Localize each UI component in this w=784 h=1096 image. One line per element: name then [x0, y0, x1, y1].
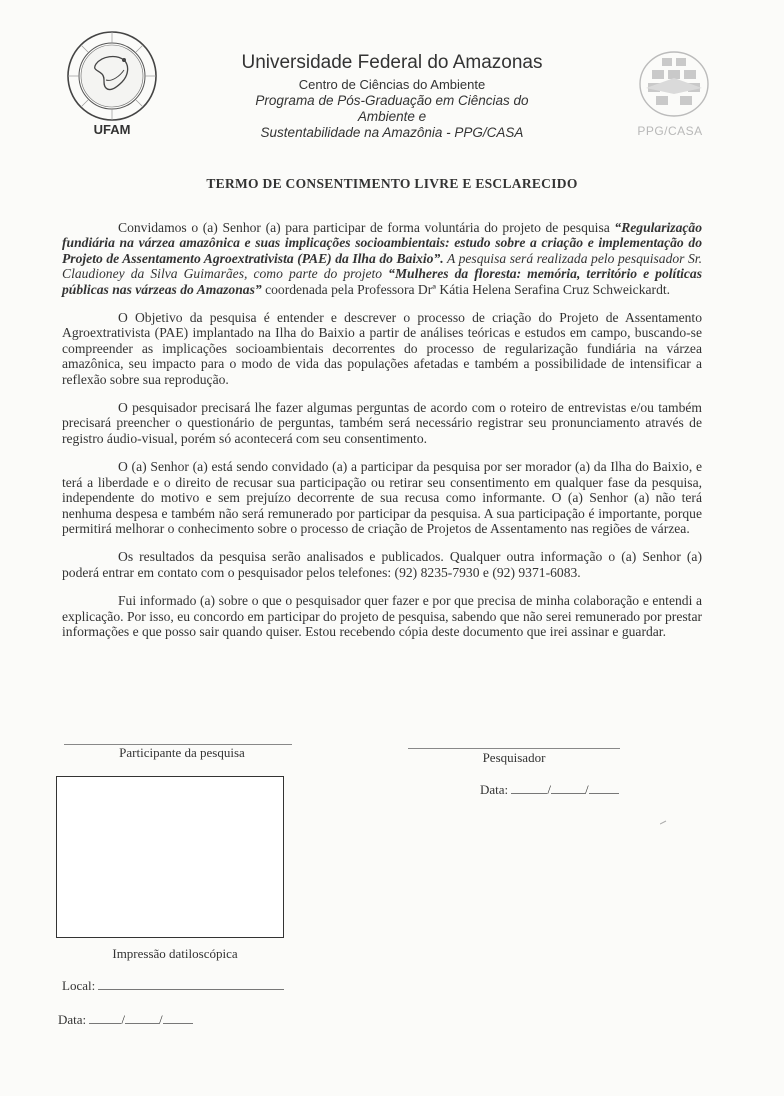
paragraph-invitation	[62, 220, 702, 297]
ufam-logo-label: UFAM	[93, 122, 131, 137]
fingerprint-label: Impressão datiloscópica	[112, 946, 238, 961]
participant-date-year[interactable]	[163, 1011, 193, 1024]
participant-date-month[interactable]	[125, 1011, 159, 1024]
local-label: Local:	[62, 978, 96, 993]
participant-date-label: Data:	[58, 1012, 87, 1027]
p1-text-a: Convidamos o (a) Senhor (a) para participar de forma voluntária do projeto de pesquisa	[118, 220, 615, 235]
researcher-date-day[interactable]	[511, 781, 547, 794]
researcher-date-field	[480, 781, 619, 798]
program-line-1: Programa de Pós-Graduação em Ciências do	[255, 93, 529, 108]
program-name	[190, 93, 594, 141]
paragraph-procedure: O pesquisador precisará lhe fazer algumas perguntas de acordo com o roteiro de entrevistas e/ou também precisará preencher o questionário de perguntas, também será necessário registrar seu pronunciamento através de registro áudio-visual, porém só acontecerá com seu consentimento.	[62, 400, 702, 446]
participant-date-day[interactable]	[89, 1011, 121, 1024]
local-input-line[interactable]	[98, 977, 284, 990]
participant-date-sep-2: /	[159, 1012, 163, 1027]
document-title: TERMO DE CONSENTIMENTO LIVRE E ESCLARECIDO	[206, 176, 578, 191]
program-line-3: Sustentabilidade na Amazônia - PPG/CASA	[260, 125, 524, 140]
researcher-date-sep-2: /	[585, 782, 589, 797]
fingerprint-box[interactable]	[56, 776, 284, 938]
parent-project-title: “Mulheres da floresta: memória, território e políticas públicas nas várzeas do Amazonas”	[62, 266, 702, 297]
paragraph-participation: O (a) Senhor (a) está sendo convidado (a) a participar da pesquisa por ser morador (a) da Ilha do Baixio, e terá a liberdade e o direito de recusar sua participação ou retirar seu consentimento em qualquer fase da pesquisa, independente do motivo e sem prejuízo decorrente de sua recusa como informante. O (a) Senhor (a) não terá nenhuma despesa e também não será remunerado por participar da pesquisa. A sua participação é importante, porque permitirá melhorar o conhecimento sobre o processo de criação de Projetos de Assentamento nas regiões de várzea.	[62, 459, 702, 536]
centro-name: Centro de Ciências do Ambiente	[298, 77, 486, 92]
university-name: Universidade Federal do Amazonas	[241, 52, 543, 73]
paragraph-agreement: Fui informado (a) sobre o que o pesquisador quer fazer e por que precisa de minha colaboração e entendi a explicação. Por isso, eu concordo em participar do projeto de pesquisa, sabendo que não serei remunerado por prestar informações e que posso sair quando quiser. Estou recebendo cópia deste documento que irei assinar e guardar.	[62, 593, 702, 639]
participant-label: Participante da pesquisa	[119, 745, 245, 760]
p1-text-c: A pesquisa será realizada pelo pesquisador Sr. Claudioney da Silva Guimarães, como parte do projeto	[62, 250, 702, 282]
researcher-date-year[interactable]	[589, 781, 619, 794]
participant-date-field	[58, 1011, 193, 1028]
researcher-signature-line	[408, 748, 620, 749]
program-line-2: Ambiente e	[357, 109, 427, 124]
ppg-casa-logo-label: PPG/CASA	[637, 124, 703, 138]
researcher-date-month[interactable]	[551, 781, 585, 794]
p1-text-e: coordenada pela Professora Drª Kátia Helena Serafina Cruz Schweickardt.	[261, 281, 671, 297]
researcher-date-sep-1: /	[547, 782, 552, 797]
project-title: “Regularização fundiária na várzea amazônica e suas implicações socioambientais: estudo sobre a criação e implementação do Projeto de Assentamento Agroextrativista (PAE) da Ilha do Baixio”.	[62, 220, 702, 266]
paragraph-results-contact: Os resultados da pesquisa serão analisados e publicados. Qualquer outra informação o (a) Senhor (a) poderá entrar em contato com o pesquisador pelos telefones: (92) 8235-7930 e (92) 9371-6083.	[62, 549, 702, 580]
researcher-date-label: Data:	[480, 782, 509, 797]
scan-speck	[660, 820, 668, 825]
participant-date-sep-1: /	[121, 1012, 126, 1027]
ufam-seal-logo	[66, 30, 158, 122]
paragraph-objective: O Objetivo da pesquisa é entender e descrever o processo de criação do Projeto de Assentamento Agroextrativista (PAE) implantado na Ilha do Baixio a partir de análises teóricas e estudos em campo, buscando-se compreender as implicações socioambientais decorrentes do processo de regularização fundiária na várzea amazônica, seu impacto para o modo de vida das populações afetadas e também a possibilidade de intensificar a reflexão sobre sua reprodução.	[62, 310, 702, 387]
ppg-casa-globe-logo	[626, 44, 722, 124]
local-field	[62, 977, 284, 994]
researcher-label: Pesquisador	[482, 750, 546, 765]
document-body	[62, 220, 702, 652]
